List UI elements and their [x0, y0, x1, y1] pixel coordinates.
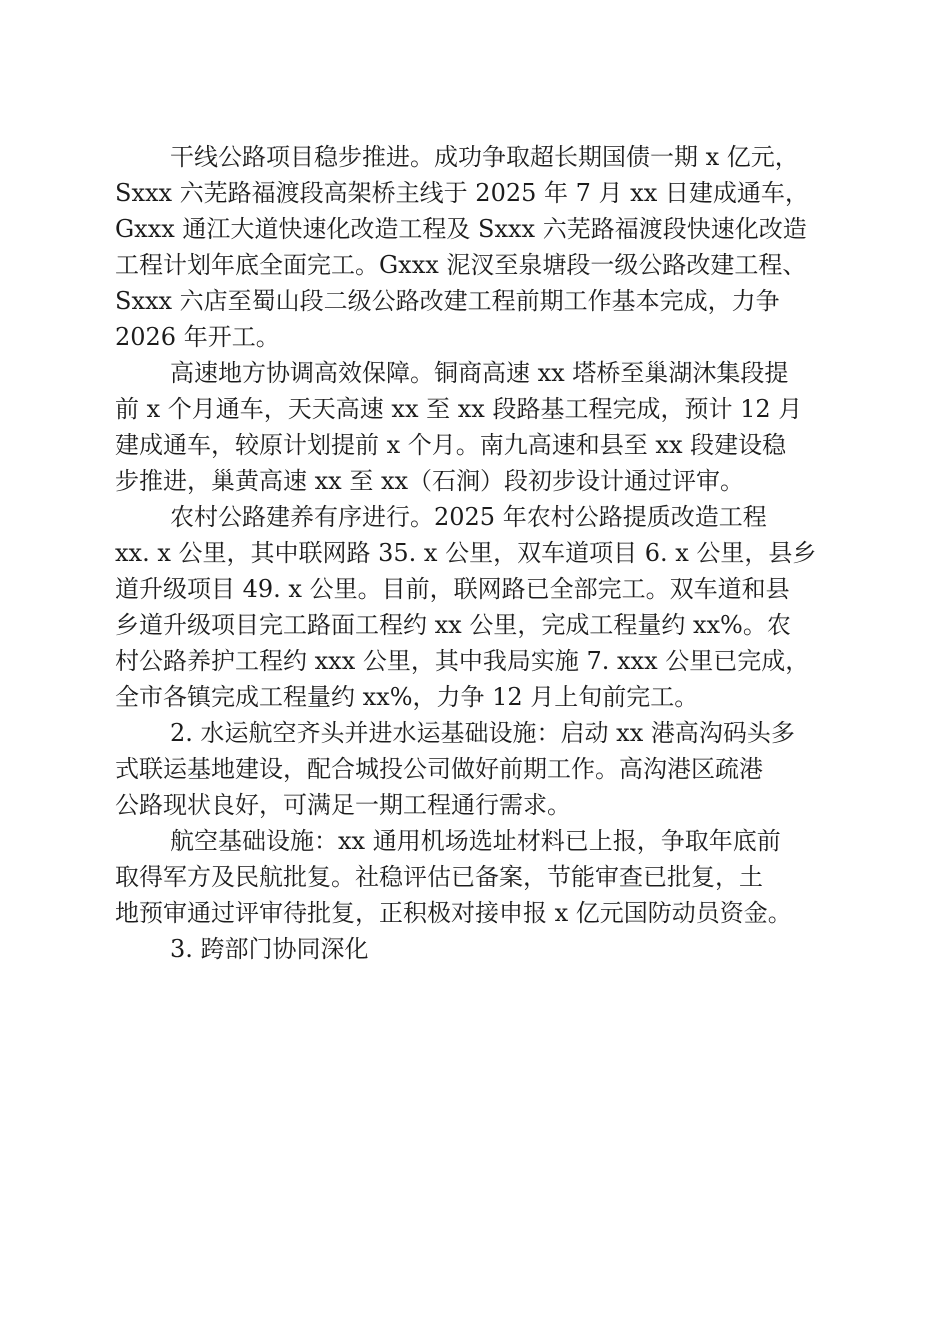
paragraph-line: 乡道升级项目完工路面工程约 xx 公里，完成工程量约 xx%。农 — [115, 611, 791, 639]
paragraph-line: 高速地方协调高效保障。铜商高速 xx 塔桥至巢湖沐集段提 — [170, 359, 789, 387]
paragraph-line: 取得军方及民航批复。社稳评估已备案，节能审查已批复，土 — [115, 863, 763, 891]
paragraph-line: 全市各镇完成工程量约 xx%，力争 12 月上旬前完工。 — [115, 683, 699, 711]
paragraph-line: 村公路养护工程约 xxx 公里，其中我局实施 7. xxx 公里已完成， — [115, 647, 810, 675]
paragraph-line: 农村公路建养有序进行。2025 年农村公路提质改造工程 — [170, 503, 767, 531]
paragraph-line: 航空基础设施：xx 通用机场选址材料已上报，争取年底前 — [170, 827, 781, 855]
paragraph-line: 建成通车，较原计划提前 x 个月。南九高速和县至 xx 段建设稳 — [115, 431, 787, 459]
paragraph-line: 干线公路项目稳步推进。成功争取超长期国债一期 x 亿元， — [170, 143, 799, 171]
paragraph-line: 步推进，巢黄高速 xx 至 xx（石涧）段初步设计通过评审。 — [115, 467, 745, 495]
paragraph-line: 地预审通过评审待批复，正积极对接申报 x 亿元国防动员资金。 — [115, 899, 792, 927]
paragraph-line: 2026 年开工。 — [115, 323, 280, 351]
document-body — [115, 139, 835, 967]
paragraph-line: Sxxx 六芜路福渡段高架桥主线于 2025 年 7 月 xx 日建成通车， — [115, 179, 809, 207]
paragraph-line: Sxxx 六店至蜀山段二级公路改建工程前期工作基本完成，力争 — [115, 287, 780, 315]
paragraph-line: 道升级项目 49. x 公里。目前，联网路已全部完工。双车道和县 — [115, 575, 790, 603]
paragraph-line: 前 x 个月通车，天天高速 xx 至 xx 段路基工程完成，预计 12 月 — [115, 395, 803, 423]
paragraph-line: 式联运基地建设，配合城投公司做好前期工作。高沟港区疏港 — [115, 755, 763, 783]
paragraph-line: 工程计划年底全面完工。Gxxx 泥汊至泉塘段一级公路改建工程、 — [115, 251, 807, 279]
paragraph-line: 公路现状良好，可满足一期工程通行需求。 — [115, 791, 571, 819]
section-heading: 3. 跨部门协同深化 — [170, 935, 369, 963]
paragraph-line: Gxxx 通江大道快速化改造工程及 Sxxx 六芜路福渡段快速化改造 — [115, 215, 807, 243]
paragraph-line: xx. x 公里，其中联网路 35. x 公里，双车道项目 6. x 公里，县乡 — [115, 539, 817, 567]
paragraph-line: 2. 水运航空齐头并进水运基础设施：启动 xx 港高沟码头多 — [170, 719, 795, 747]
